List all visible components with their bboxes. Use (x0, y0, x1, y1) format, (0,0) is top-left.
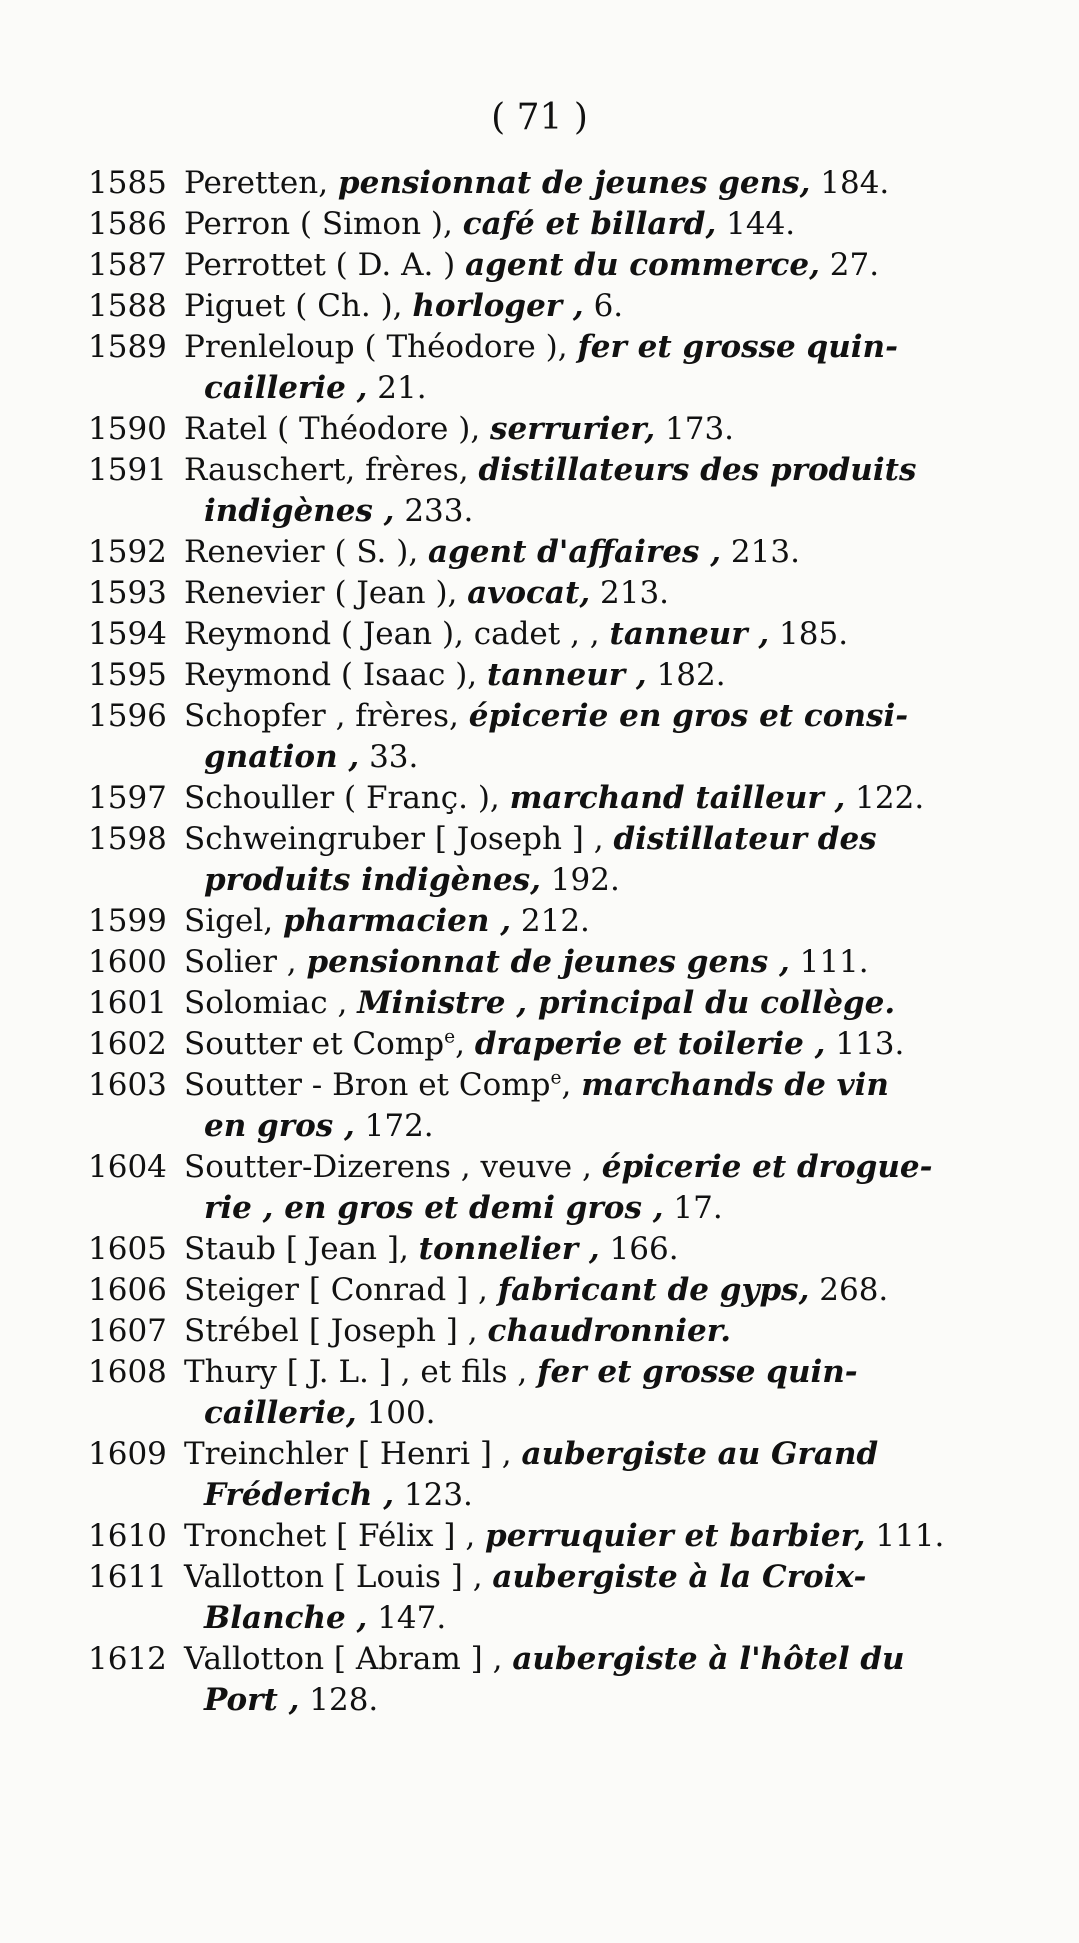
entry-body (184, 1147, 1003, 1229)
directory-entry (88, 1516, 1003, 1557)
entry-house-number: 144. (726, 206, 796, 242)
entry-occupation: chaudronnier. (487, 1313, 732, 1349)
entry-occupation: draperie et toilerie , (474, 1026, 826, 1062)
entry-body (184, 1639, 1003, 1721)
entry-house-number: 6. (593, 288, 624, 324)
entry-house-number: 166. (609, 1231, 679, 1267)
entry-occupation: horloger , (412, 288, 584, 324)
entry-body (184, 1311, 1003, 1352)
entry-body (184, 655, 1003, 696)
entry-number: 1610 (88, 1518, 167, 1554)
entry-body (184, 450, 1003, 532)
entry-occupation: aubergiste au Grand (521, 1436, 879, 1472)
entry-superscript: e (444, 1026, 456, 1048)
entry-name: Schouller ( Franç. ), (184, 780, 500, 816)
directory-entry (88, 819, 1003, 901)
entry-number: 1595 (88, 657, 167, 693)
entry-name: Reymond ( Isaac ), (184, 657, 478, 693)
entry-occupation: pensionnat de jeunes gens, (337, 165, 811, 201)
entry-occupation: perruquier et barbier, (485, 1518, 866, 1554)
entry-house-number: 185. (779, 616, 849, 652)
entry-continuation (184, 1475, 1003, 1516)
entry-body (184, 942, 1003, 983)
entry-name: Solomiac , (184, 985, 348, 1021)
entry-occupation: épicerie et drogue- (601, 1149, 933, 1185)
entry-occupation: tonnelier , (418, 1231, 600, 1267)
entry-house-number: 128. (309, 1682, 379, 1718)
directory-entry (88, 1434, 1003, 1516)
directory-entry (88, 327, 1003, 409)
entry-name: Staub [ Jean ], (184, 1231, 409, 1267)
entry-name: Soutter et Comp (184, 1026, 445, 1062)
entry-name: Thury [ J. L. ] , et fils , (184, 1354, 528, 1390)
entry-occupation-continued: rie , en gros et demi gros , (204, 1190, 664, 1226)
entry-number: 1585 (88, 165, 167, 201)
entry-number: 1596 (88, 698, 167, 734)
entry-house-number: 21. (377, 370, 427, 406)
entry-number: 1594 (88, 616, 167, 652)
entry-house-number: 123. (403, 1477, 473, 1513)
entry-number: 1591 (88, 452, 167, 488)
directory-entry (88, 204, 1003, 245)
entry-house-number: 17. (673, 1190, 723, 1226)
entry-house-number: 192. (550, 862, 620, 898)
entry-name-suffix: , (561, 1067, 572, 1103)
directory-entry (88, 1557, 1003, 1639)
entry-name: Schweingruber [ Joseph ] , (184, 821, 604, 857)
entry-number: 1593 (88, 575, 167, 611)
entry-occupation: agent d'affaires , (428, 534, 722, 570)
entry-number: 1597 (88, 780, 167, 816)
entry-house-number: 113. (835, 1026, 905, 1062)
entry-body (184, 1024, 1003, 1065)
entry-occupation-continued: gnation , (204, 739, 360, 775)
entry-number: 1589 (88, 329, 167, 365)
entry-occupation: serrurier, (490, 411, 656, 447)
entry-occupation-continued: caillerie , (204, 370, 368, 406)
entry-occupation-continued: en gros , (204, 1108, 355, 1144)
entry-house-number: 122. (855, 780, 925, 816)
entry-number: 1600 (88, 944, 167, 980)
entry-occupation: café et billard, (462, 206, 717, 242)
entry-body (184, 819, 1003, 901)
entry-occupation: tanneur , (609, 616, 770, 652)
entry-number: 1587 (88, 247, 167, 283)
entry-number: 1592 (88, 534, 167, 570)
entry-body (184, 901, 1003, 942)
entry-name: Vallotton [ Abram ] , (184, 1641, 503, 1677)
entry-body (184, 1229, 1003, 1270)
directory-entry (88, 983, 1003, 1024)
directory-entry (88, 286, 1003, 327)
entry-house-number: 111. (875, 1518, 945, 1554)
entry-superscript: e (550, 1067, 562, 1089)
directory-entry (88, 778, 1003, 819)
directory-entry (88, 1311, 1003, 1352)
entry-name: Renevier ( S. ), (184, 534, 419, 570)
entry-name: Reymond ( Jean ), cadet , , (184, 616, 600, 652)
entry-continuation (184, 1188, 1003, 1229)
entry-continuation (184, 491, 1003, 532)
entry-body (184, 1434, 1003, 1516)
entry-name: Steiger [ Conrad ] , (184, 1272, 488, 1308)
entry-name: Renevier ( Jean ), (184, 575, 458, 611)
directory-entry (88, 245, 1003, 286)
entry-body (184, 532, 1003, 573)
entry-occupation: distillateurs des produits (478, 452, 917, 488)
entry-name: Vallotton [ Louis ] , (184, 1559, 483, 1595)
directory-entry (88, 573, 1003, 614)
directory-entry (88, 655, 1003, 696)
directory-entry (88, 901, 1003, 942)
entry-body (184, 1516, 1003, 1557)
directory-entry (88, 1229, 1003, 1270)
entry-body (184, 327, 1003, 409)
entry-name: Peretten, (184, 165, 329, 201)
entry-number: 1606 (88, 1272, 167, 1308)
directory-entry (88, 1639, 1003, 1721)
entry-number: 1603 (88, 1067, 167, 1103)
entry-house-number: 100. (366, 1395, 436, 1431)
entry-occupation-continued: Blanche , (204, 1600, 368, 1636)
entry-occupation-continued: produits indigènes, (204, 862, 541, 898)
entry-number: 1586 (88, 206, 167, 242)
entry-body (184, 696, 1003, 778)
entry-occupation: marchand tailleur , (509, 780, 846, 816)
entry-name: Rauschert, frères, (184, 452, 469, 488)
entry-name: Tronchet [ Félix ] , (184, 1518, 476, 1554)
entry-name-suffix: , (455, 1026, 465, 1062)
entry-house-number: 147. (377, 1600, 447, 1636)
entry-number: 1599 (88, 903, 167, 939)
entry-occupation: tanneur , (487, 657, 647, 693)
entry-occupation: fer et grosse quin- (577, 329, 898, 365)
entry-body (184, 983, 1003, 1024)
entry-house-number: 33. (369, 739, 419, 775)
entry-number: 1605 (88, 1231, 167, 1267)
entry-continuation (184, 368, 1003, 409)
entry-continuation (184, 1393, 1003, 1434)
entry-name: Soutter-Dizerens , veuve , (184, 1149, 592, 1185)
entry-number: 1601 (88, 985, 167, 1021)
entry-body (184, 614, 1003, 655)
entry-number: 1590 (88, 411, 167, 447)
entry-number: 1602 (88, 1026, 167, 1062)
entry-house-number: 213. (730, 534, 800, 570)
directory-entry (88, 532, 1003, 573)
entry-continuation (184, 737, 1003, 778)
entry-number: 1607 (88, 1313, 167, 1349)
entry-house-number: 184. (820, 165, 890, 201)
entry-body (184, 245, 1003, 286)
entry-continuation (184, 1598, 1003, 1639)
entry-name: Sigel, (184, 903, 274, 939)
entry-body (184, 204, 1003, 245)
directory-entry (88, 1352, 1003, 1434)
entry-house-number: 212. (520, 903, 590, 939)
entry-occupation: aubergiste à la Croix- (492, 1559, 867, 1595)
entry-occupation: aubergiste à l'hôtel du (512, 1641, 905, 1677)
entry-house-number: 27. (829, 247, 880, 283)
directory-list (88, 163, 1003, 1721)
entry-body (184, 1065, 1003, 1147)
directory-entry (88, 1270, 1003, 1311)
entry-name: Ratel ( Théodore ), (184, 411, 481, 447)
entry-house-number: 172. (364, 1108, 434, 1144)
entry-occupation: fabricant de gyps, (497, 1272, 810, 1308)
directory-entry (88, 1024, 1003, 1065)
entry-house-number: 233. (404, 493, 474, 529)
entry-continuation (184, 1680, 1003, 1721)
entry-name: Perron ( Simon ), (184, 206, 453, 242)
entry-continuation (184, 1106, 1003, 1147)
entry-occupation-continued: indigènes , (204, 493, 395, 529)
entry-house-number: 173. (665, 411, 735, 447)
entry-body (184, 1352, 1003, 1434)
entry-name: Treinchler [ Henri ] , (184, 1436, 512, 1472)
entry-occupation-continued: Port , (204, 1682, 300, 1718)
directory-entry (88, 409, 1003, 450)
entry-occupation: marchands de vin (581, 1067, 889, 1103)
entry-number: 1612 (88, 1641, 167, 1677)
entry-body (184, 286, 1003, 327)
entry-name: Strébel [ Joseph ] , (184, 1313, 478, 1349)
entry-number: 1608 (88, 1354, 167, 1390)
entry-occupation: fer et grosse quin- (537, 1354, 858, 1390)
entry-name: Perrottet ( D. A. ) (184, 247, 456, 283)
entry-house-number: 268. (819, 1272, 889, 1308)
entry-occupation: agent du commerce, (465, 247, 820, 283)
entry-occupation-continued: caillerie, (204, 1395, 357, 1431)
directory-entry (88, 163, 1003, 204)
directory-entry (88, 696, 1003, 778)
entry-body (184, 409, 1003, 450)
entry-name: Schopfer , frères, (184, 698, 459, 734)
entry-name: Solier , (184, 944, 297, 980)
entry-name: Soutter - Bron et Comp (184, 1067, 551, 1103)
directory-entry (88, 450, 1003, 532)
directory-entry (88, 1065, 1003, 1147)
entry-body (184, 1270, 1003, 1311)
entry-number: 1611 (88, 1559, 167, 1595)
entry-name: Prenleloup ( Théodore ), (184, 329, 568, 365)
entry-body (184, 778, 1003, 819)
entry-body (184, 573, 1003, 614)
entry-name: Piguet ( Ch. ), (184, 288, 403, 324)
entry-house-number: 182. (656, 657, 726, 693)
directory-entry (88, 614, 1003, 655)
entry-occupation: pharmacien , (282, 903, 512, 939)
entry-body (184, 163, 1003, 204)
entry-body (184, 1557, 1003, 1639)
entry-occupation: distillateur des (613, 821, 877, 857)
entry-house-number: 213. (600, 575, 670, 611)
page-number: ( 71 ) (491, 97, 588, 138)
directory-entry (88, 1147, 1003, 1229)
entry-house-number: 111. (799, 944, 869, 980)
entry-number: 1609 (88, 1436, 167, 1472)
entry-occupation-continued: Fréderich , (204, 1477, 395, 1513)
entry-number: 1598 (88, 821, 167, 857)
entry-occupation: épicerie en gros et consi- (468, 698, 909, 734)
directory-entry (88, 942, 1003, 983)
entry-occupation: pensionnat de jeunes gens , (306, 944, 790, 980)
entry-continuation (184, 860, 1003, 901)
entry-occupation: avocat, (467, 575, 591, 611)
entry-occupation: Ministre , principal du collège. (357, 985, 896, 1021)
entry-number: 1604 (88, 1149, 167, 1185)
entry-number: 1588 (88, 288, 167, 324)
